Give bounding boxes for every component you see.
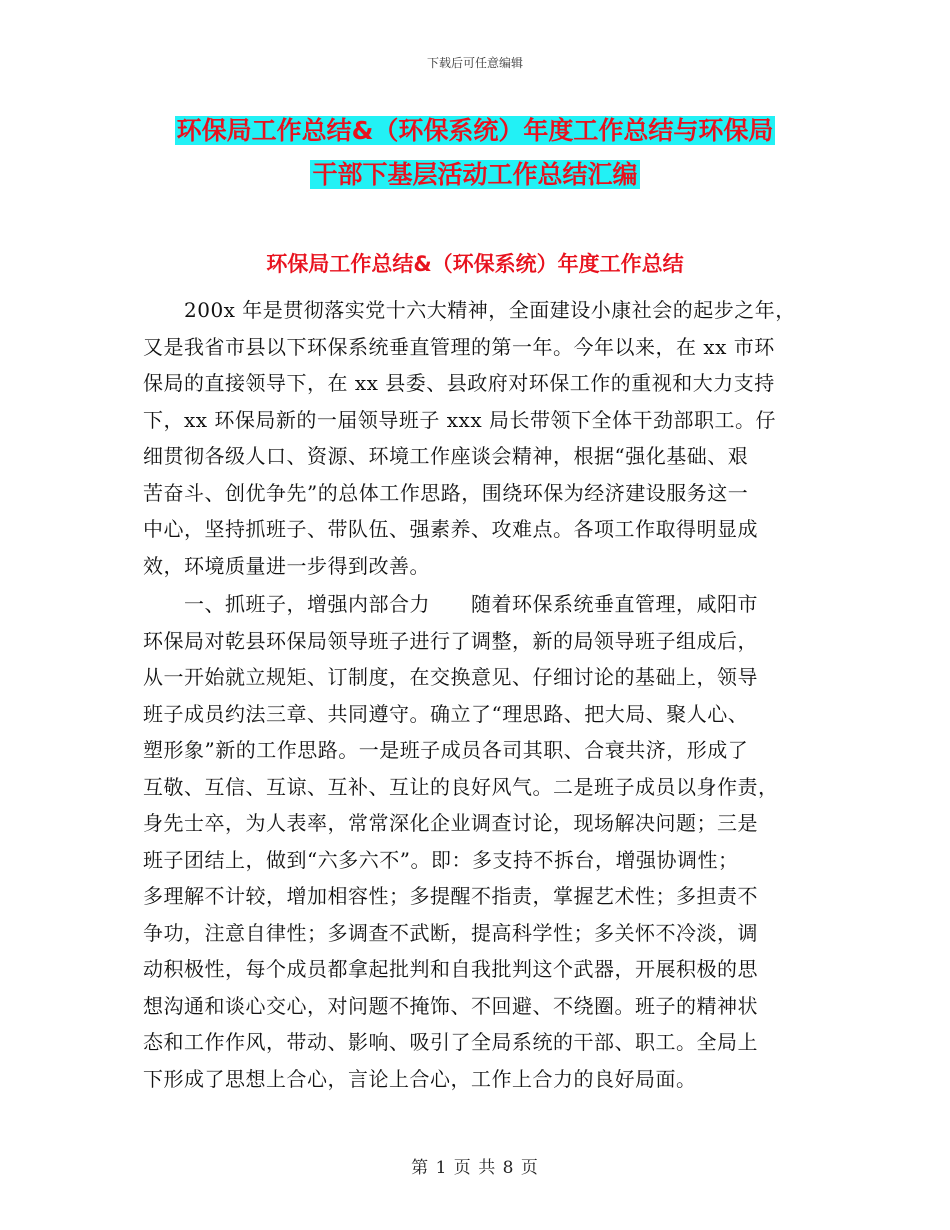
- document-title-line-2: [0, 155, 950, 195]
- paragraph-line: 又是我省市县以下环保系统垂直管理的第一年。今年以来，在 xx 市环: [143, 334, 775, 359]
- paragraph-line: 塑形象”新的工作思路。一是班子成员各司其职、合衰共济，形成了: [143, 738, 749, 762]
- paragraph-line: 态和工作作风，带动、影响、吸引了全局系统的干部、职工。全局上: [143, 1030, 758, 1054]
- paragraph-line: 多理解不计较，增加相容性；多提醒不指责，掌握艺术性；多担责不: [143, 884, 758, 908]
- paragraph-line: 班子成员约法三章、共同遵守。确立了“理思路、把大局、聚人心、: [143, 701, 749, 726]
- paragraph-line: 保局的直接领导下，在 xx 县委、县政府对环保工作的重视和大力支持: [143, 371, 775, 395]
- paragraph-line: 班子团结上，做到“六多六不”。即：多支持不拆台，增强协调性；: [143, 847, 739, 872]
- section-title: 环保局工作总结&（环保系统）年度工作总结: [266, 252, 684, 276]
- paragraph-line: 下，xx 环保局新的一届领导班子 xxx 局长带领下全体干劲部职工。仔: [143, 407, 776, 432]
- paragraph-line: 苦奋斗、创优争先”的总体工作思路，围绕环保为经济建设服务这一: [143, 480, 749, 505]
- paragraph-line: 下形成了思想上合心，言论上合心，工作上合力的良好局面。: [143, 1066, 697, 1091]
- paragraph-line: 一、抓班子，增强内部合力 随着环保系统垂直管理，咸阳市: [143, 592, 758, 616]
- paragraph-2: [143, 586, 811, 1097]
- paragraph-line: 中心，坚持抓班子、带队伍、强素养、攻难点。各项工作取得明显成: [143, 517, 758, 541]
- paragraph-line: 互敬、互信、互谅、互补、互让的良好风气。二是班子成员以身作责，: [143, 774, 779, 799]
- page-number: 第 1 页 共 8 页: [411, 1158, 539, 1178]
- paragraph-line: 环保局对乾县环保局领导班子进行了调整，新的局领导班子组成后，: [143, 628, 758, 653]
- paragraph-1: [143, 292, 811, 584]
- paragraph-line: 细贯彻各级人口、资源、环境工作座谈会精神，根据“强化基础、艰: [143, 444, 749, 468]
- paragraph-line: 想沟通和谈心交心，对问题不掩饰、不回避、不绕圈。班子的精神状: [143, 993, 758, 1018]
- paragraph-line: 身先士卒，为人表率，常常深化企业调查讨论，现场解决问题；三是: [143, 811, 758, 835]
- header-note: 下载后可任意编辑: [426, 56, 523, 70]
- paragraph-line: 效，环境质量进一步得到改善。: [143, 553, 430, 578]
- document-title-line-1: [0, 111, 950, 151]
- paragraph-line: 200x 年是贯彻落实党十六大精神，全面建设小康社会的起步之年，: [143, 298, 796, 322]
- paragraph-line: 争功，注意自律性；多调查不武断，提高科学性；多关怀不冷淡，调: [143, 920, 758, 945]
- paragraph-line: 动积极性，每个成员都拿起批判和自我批判这个武器，开展积极的思: [143, 957, 758, 981]
- title-highlight-1: 环保局工作总结&（环保系统）年度工作总结与环保局: [176, 116, 774, 145]
- title-highlight-2: 干部下基层活动工作总结汇编: [312, 160, 638, 189]
- paragraph-line: 从一开始就立规矩、订制度，在交换意见、仔细讨论的基础上，领导: [143, 665, 758, 689]
